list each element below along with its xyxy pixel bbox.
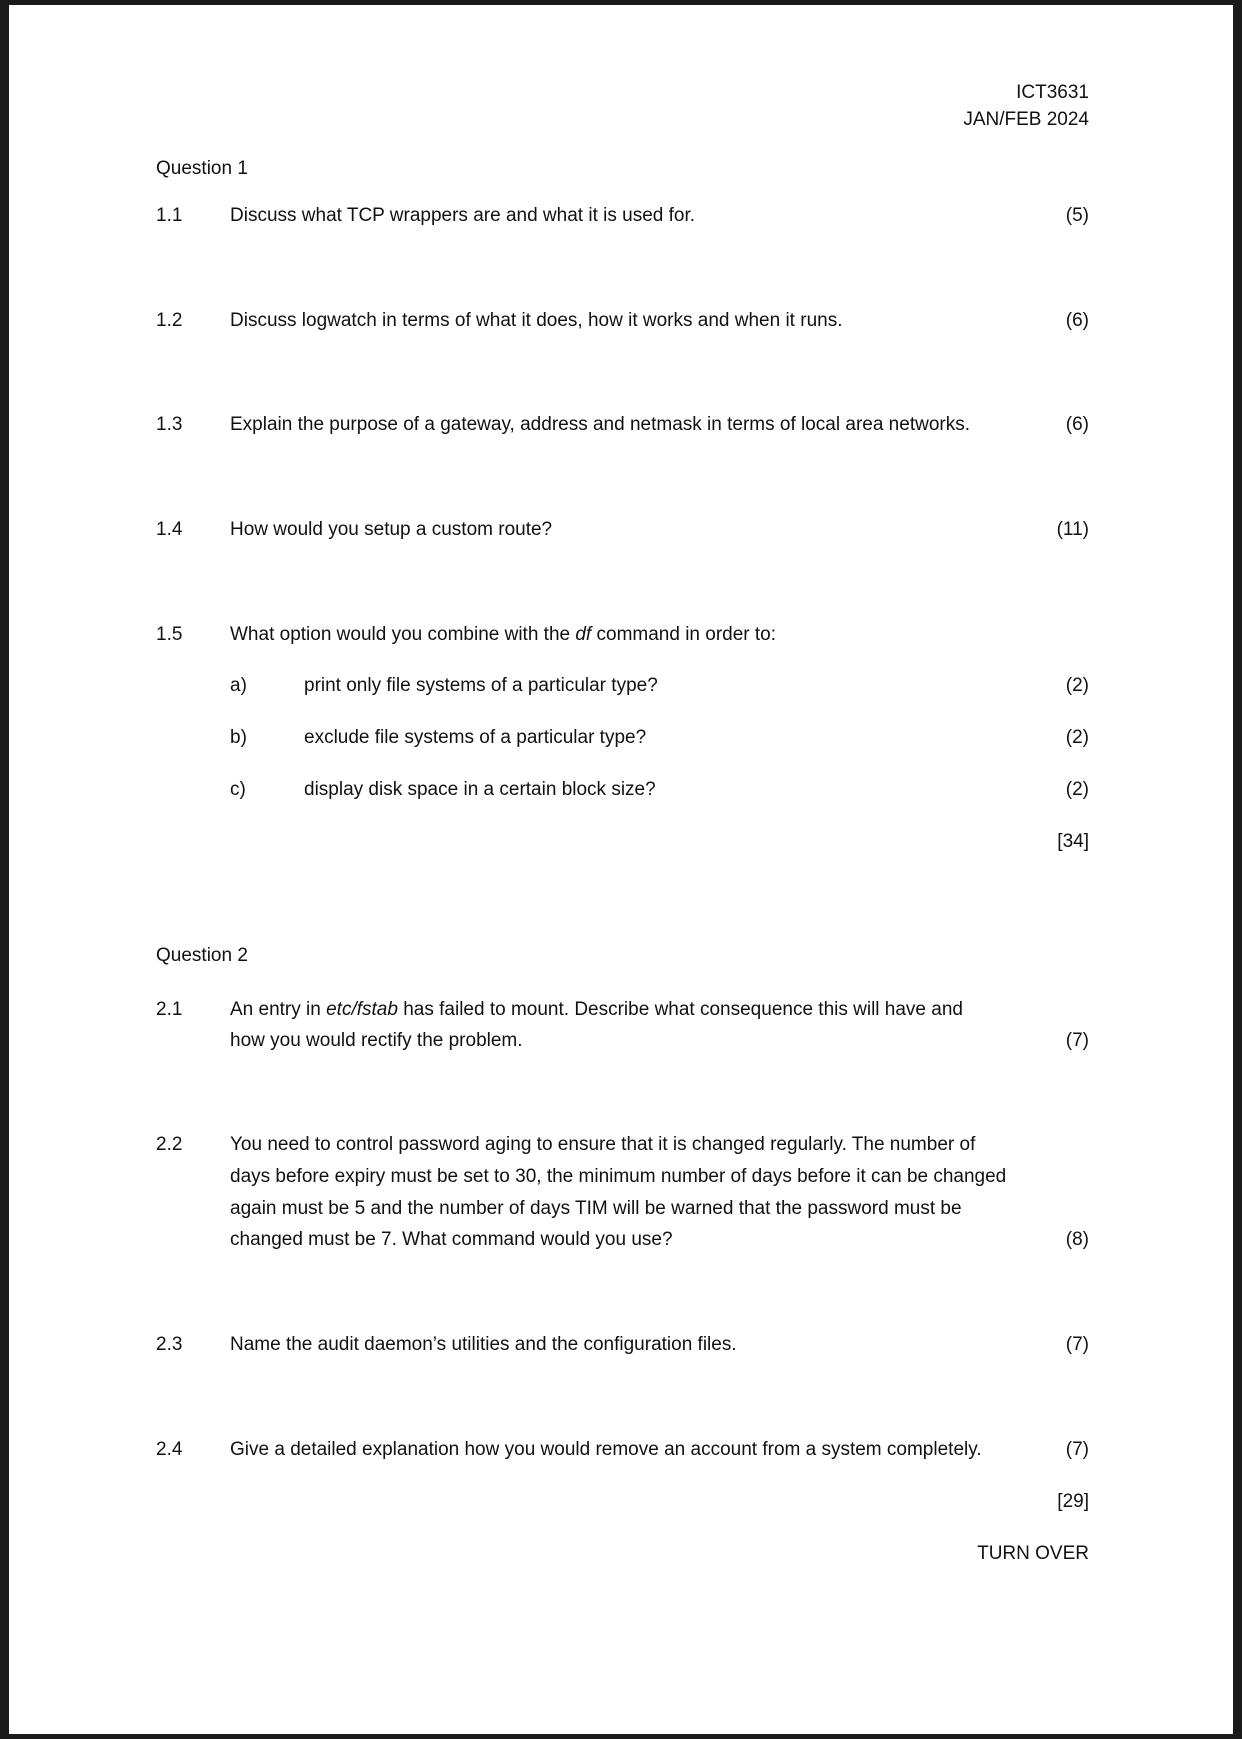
item-marks: (7) [1065, 1030, 1089, 1051]
df-command: df [575, 624, 592, 645]
item-text-pre: An entry in [230, 999, 327, 1020]
sub-item-marks: (2) [1065, 779, 1089, 800]
question-1-total: [34] [1057, 831, 1089, 852]
sub-item-letter: a) [230, 675, 247, 696]
item-text: Explain the purpose of a gateway, address and netmask in terms of local area networks. [230, 414, 970, 435]
course-code: ICT3631 [1016, 82, 1089, 103]
item-text [230, 623, 776, 647]
item-text-pre: What option would you combine with the [230, 624, 576, 645]
item-text: Discuss what TCP wrappers are and what it is used for. [230, 205, 696, 226]
question-2-title: Question 2 [156, 945, 248, 966]
item-number: 2.3 [156, 1334, 183, 1355]
exam-session: JAN/FEB 2024 [963, 109, 1089, 130]
item-number: 2.1 [156, 999, 183, 1020]
fstab-path: etc/fstab [326, 999, 398, 1020]
turn-over-note: TURN OVER [977, 1543, 1089, 1564]
item-text-line: You need to control password aging to ensure that it is changed regularly. The number of [230, 1134, 976, 1155]
sub-item-text: exclude file systems of a particular type? [304, 727, 647, 748]
sub-item-letter: b) [230, 727, 247, 748]
item-marks: (6) [1065, 310, 1089, 331]
item-text: Name the audit daemon’s utilities and the configuration files. [230, 1334, 737, 1355]
item-number: 1.4 [156, 519, 183, 540]
item-text-line: changed must be 7. What command would you use? [230, 1229, 673, 1250]
item-text: How would you setup a custom route? [230, 519, 553, 540]
item-text-post: command in order to: [591, 624, 777, 645]
item-marks: (8) [1065, 1229, 1089, 1250]
sub-item-marks: (2) [1065, 675, 1089, 696]
item-text-line: again must be 5 and the number of days TIM will be warned that the password must be [230, 1198, 962, 1219]
exam-page [9, 5, 1233, 1734]
item-text: Discuss logwatch in terms of what it does, how it works and when it runs. [230, 310, 843, 331]
item-text-line: how you would rectify the problem. [230, 1030, 523, 1051]
item-number: 1.2 [156, 310, 183, 331]
item-text-line [230, 998, 963, 1022]
item-text-post: has failed to mount. Describe what consequence this will have and [397, 999, 963, 1020]
question-1-title: Question 1 [156, 158, 248, 179]
item-marks: (6) [1065, 414, 1089, 435]
item-text: Give a detailed explanation how you would remove an account from a system completely. [230, 1439, 982, 1460]
sub-item-letter: c) [230, 779, 246, 800]
item-marks: (7) [1065, 1334, 1089, 1355]
item-marks: (11) [1056, 519, 1089, 540]
item-marks: (5) [1065, 205, 1089, 226]
item-number: 1.5 [156, 624, 183, 645]
item-number: 1.1 [156, 205, 183, 226]
item-number: 2.4 [156, 1439, 183, 1460]
item-marks: (7) [1065, 1439, 1089, 1460]
question-2-total: [29] [1057, 1491, 1089, 1512]
item-number: 2.2 [156, 1134, 183, 1155]
item-number: 1.3 [156, 414, 183, 435]
sub-item-text: print only file systems of a particular type? [304, 675, 658, 696]
sub-item-text: display disk space in a certain block size? [304, 779, 656, 800]
sub-item-marks: (2) [1065, 727, 1089, 748]
item-text-line: days before expiry must be set to 30, the minimum number of days before it can be changed [230, 1166, 1007, 1187]
